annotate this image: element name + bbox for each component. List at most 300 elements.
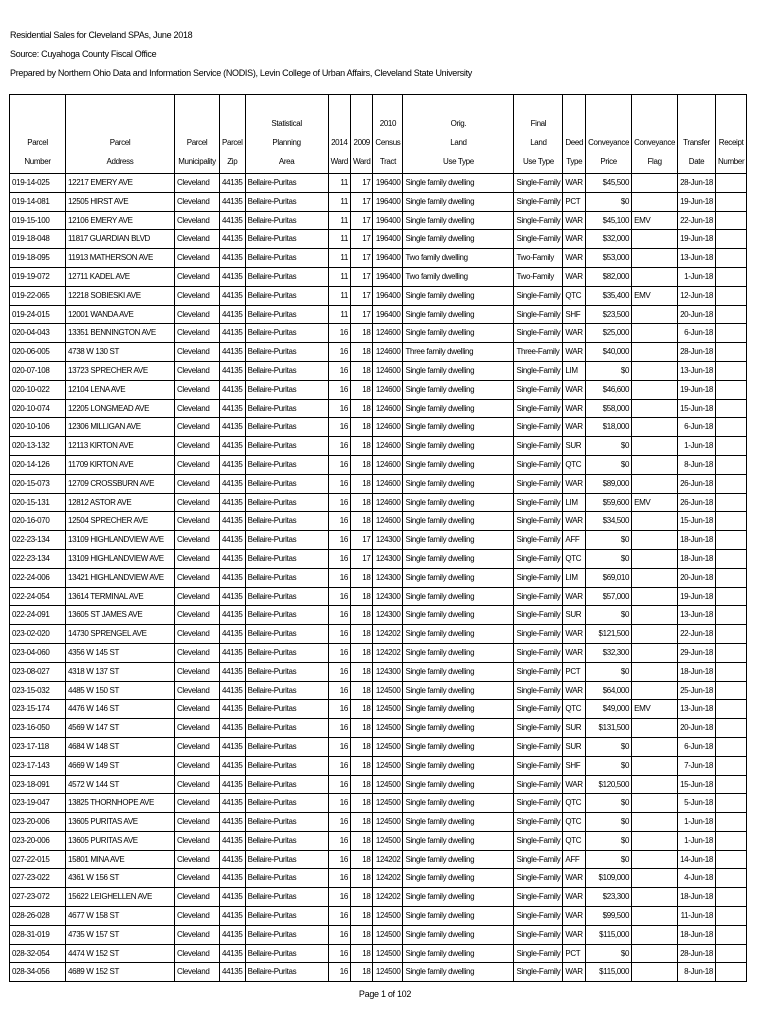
table-cell: 5-Jun-18 [678,794,716,813]
table-cell: 44135 [220,493,246,512]
table-cell: Bellaire-Puritas [245,756,328,775]
table-cell: Cleveland [175,719,220,738]
column-header-line [680,114,713,133]
table-cell: SUR [563,719,586,738]
table-cell: 4569 W 147 ST [66,719,175,738]
table-cell: Cleveland [175,305,220,324]
table-cell: Single family dwelling [403,643,514,662]
table-cell: Single family dwelling [403,549,514,568]
table-cell: Single-Family [514,700,563,719]
table-cell: Three family dwelling [403,343,514,362]
column-header-line: Conveyance [588,138,630,147]
table-cell: WAR [563,888,586,907]
table-cell: Single-Family [514,305,563,324]
table-cell [715,681,746,700]
table-cell: WAR [563,174,586,193]
table-cell: 44135 [220,230,246,249]
table-cell: $82,000 [586,267,632,286]
table-row [10,681,747,700]
table-cell: Single family dwelling [403,211,514,230]
table-cell [632,869,678,888]
table-cell: $0 [586,361,632,380]
table-cell: 11913 MATHERSON AVE [66,249,175,268]
table-cell: 16 [328,625,350,644]
table-cell: 26-Jun-18 [678,474,716,493]
table-cell: 124600 [373,343,403,362]
table-cell: Single-Family [514,531,563,550]
table-cell: 124500 [373,944,403,963]
table-cell: Single-Family [514,211,563,230]
table-row [10,493,747,512]
table-cell: 16 [328,474,350,493]
table-cell: Single-Family [514,230,563,249]
table-cell: Single-Family [514,174,563,193]
column-header [10,95,66,174]
table-cell: 019-18-095 [10,249,66,268]
table-cell: 020-14-126 [10,455,66,474]
table-cell: 16 [328,361,350,380]
table-cell: Bellaire-Puritas [245,324,328,343]
table-cell: 18 [351,455,373,474]
column-header-line: Parcel [109,138,131,147]
table-cell: 28-Jun-18 [678,174,716,193]
table-cell [632,267,678,286]
table-cell: 028-34-056 [10,963,66,982]
table-cell [632,249,678,268]
table-cell: 16 [328,888,350,907]
table-cell: Single-Family [514,380,563,399]
table-cell: 16 [328,850,350,869]
table-cell: 020-07-108 [10,361,66,380]
column-header-line: Orig. [450,119,467,128]
table-cell: 11 [328,249,350,268]
table-cell: 12113 KIRTON AVE [66,437,175,456]
table-cell: 16 [328,380,350,399]
table-row [10,286,747,305]
table-cell: 196400 [373,174,403,193]
table-cell: 44135 [220,324,246,343]
table-cell [715,907,746,926]
table-cell: 028-32-054 [10,944,66,963]
column-header-line: Parcel [27,138,48,147]
table-cell: 023-08-027 [10,662,66,681]
table-cell: 023-20-006 [10,831,66,850]
table-cell: Bellaire-Puritas [245,549,328,568]
table-row [10,606,747,625]
table-cell: 44135 [220,399,246,418]
table-cell: Cleveland [175,174,220,193]
table-cell: 4476 W 146 ST [66,700,175,719]
table-cell: Cleveland [175,380,220,399]
table-cell: 028-31-019 [10,925,66,944]
table-cell [632,662,678,681]
table-cell: $64,000 [586,681,632,700]
table-cell: $69,010 [586,568,632,587]
table-cell: Single-Family [514,512,563,531]
table-cell: EMV [632,286,678,305]
column-header [678,95,716,174]
column-header-line [68,114,172,133]
table-cell [632,549,678,568]
table-cell: Single-Family [514,850,563,869]
column-header-line: Price [600,157,617,166]
table-cell: LIM [563,493,586,512]
table-cell [715,474,746,493]
table-cell: 020-16-070 [10,512,66,531]
table-cell [715,813,746,832]
table-cell: Single-Family [514,925,563,944]
table-cell: QTC [563,831,586,850]
table-cell: Bellaire-Puritas [245,399,328,418]
table-cell: 12106 EMERY AVE [66,211,175,230]
table-cell: 023-17-143 [10,756,66,775]
table-cell: Single family dwelling [403,869,514,888]
table-cell: 124600 [373,474,403,493]
table-cell: 11817 GUARDIAN BLVD [66,230,175,249]
table-cell: 12218 SOBIESKI AVE [66,286,175,305]
table-cell: Bellaire-Puritas [245,643,328,662]
table-cell: WAR [563,211,586,230]
table-cell: Cleveland [175,512,220,531]
table-cell: 124500 [373,925,403,944]
table-cell: 16 [328,700,350,719]
table-cell: Single family dwelling [403,512,514,531]
table-cell: 16 [328,549,350,568]
table-cell: PCT [563,662,586,681]
table-cell: 019-24-015 [10,305,66,324]
table-cell [715,455,746,474]
table-cell: Cleveland [175,493,220,512]
table-cell: 124202 [373,869,403,888]
table-cell: 44135 [220,700,246,719]
table-cell [632,474,678,493]
table-cell: 124500 [373,831,403,850]
table-cell: Single family dwelling [403,606,514,625]
table-cell: 124500 [373,737,403,756]
table-cell: WAR [563,907,586,926]
table-cell: Single-Family [514,493,563,512]
table-cell: WAR [563,474,586,493]
table-cell: Bellaire-Puritas [245,662,328,681]
table-cell: Bellaire-Puritas [245,568,328,587]
table-cell: Cleveland [175,286,220,305]
table-cell: Cleveland [175,267,220,286]
table-cell: Cleveland [175,418,220,437]
table-cell: Bellaire-Puritas [245,305,328,324]
table-cell: 18-Jun-18 [678,662,716,681]
table-cell: 11 [328,305,350,324]
table-cell: WAR [563,399,586,418]
table-cell: QTC [563,286,586,305]
table-row [10,192,747,211]
column-header-line [331,114,348,133]
column-header-line: Tract [379,157,397,166]
table-cell: 16 [328,831,350,850]
table-row [10,267,747,286]
table-cell: 20-Jun-18 [678,568,716,587]
table-cell: Bellaire-Puritas [245,888,328,907]
table-cell: 020-04-043 [10,324,66,343]
table-cell: Cleveland [175,437,220,456]
table-cell: Bellaire-Puritas [245,286,328,305]
table-cell: 12001 WANDA AVE [66,305,175,324]
table-cell: $115,000 [586,963,632,982]
table-row [10,437,747,456]
table-cell: 124500 [373,681,403,700]
table-cell: 022-24-054 [10,587,66,606]
table-cell: 124300 [373,587,403,606]
table-cell: Cleveland [175,662,220,681]
table-cell [715,343,746,362]
table-cell [632,455,678,474]
table-cell [632,305,678,324]
table-cell [632,831,678,850]
table-cell [715,174,746,193]
table-cell: WAR [563,925,586,944]
table-cell: Single family dwelling [403,455,514,474]
table-cell: Single-Family [514,587,563,606]
table-cell [715,737,746,756]
table-cell: Cleveland [175,211,220,230]
table-cell: Single family dwelling [403,850,514,869]
table-cell: $40,000 [586,343,632,362]
table-cell: 44135 [220,512,246,531]
table-cell: 16 [328,775,350,794]
table-cell: QTC [563,549,586,568]
table-cell: WAR [563,267,586,286]
sales-table [9,94,747,982]
table-cell: 124600 [373,437,403,456]
column-header-line [634,114,675,133]
table-cell: Single family dwelling [403,944,514,963]
table-cell: Bellaire-Puritas [245,267,328,286]
table-cell [632,174,678,193]
table-cell: Single-Family [514,831,563,850]
table-cell: 18 [351,963,373,982]
table-cell: Single-Family [514,813,563,832]
report-preparer: Prepared by Northern Ohio Data and Information Service (NODIS), Levin College of Urban Affairs, Cleveland State University [10,68,472,78]
table-cell: 18 [351,587,373,606]
table-cell: Single-Family [514,888,563,907]
table-cell [632,587,678,606]
table-cell [715,361,746,380]
table-cell: WAR [563,869,586,888]
table-cell: 4735 W 157 ST [66,925,175,944]
table-cell: QTC [563,455,586,474]
table-cell: 19-Jun-18 [678,380,716,399]
table-cell: 20-Jun-18 [678,305,716,324]
table-cell: Bellaire-Puritas [245,925,328,944]
table-cell: 022-23-134 [10,549,66,568]
table-cell: 019-19-072 [10,267,66,286]
table-cell: Single family dwelling [403,568,514,587]
table-cell: 16 [328,493,350,512]
table-row [10,568,747,587]
table-cell [715,775,746,794]
table-cell [632,625,678,644]
table-cell: 44135 [220,531,246,550]
column-header-line: Conveyance [634,138,676,147]
table-cell: Single-Family [514,549,563,568]
table-cell: Single-Family [514,568,563,587]
column-header-line: Receipt [718,138,744,147]
table-cell: 16 [328,813,350,832]
table-cell: 124600 [373,512,403,531]
table-cell: Two family dwelling [403,267,514,286]
table-cell: 196400 [373,230,403,249]
table-cell: 13-Jun-18 [678,361,716,380]
table-cell: 14-Jun-18 [678,850,716,869]
table-cell: 44135 [220,286,246,305]
table-cell: 019-22-065 [10,286,66,305]
table-cell: 44135 [220,775,246,794]
table-cell: Cleveland [175,813,220,832]
table-cell [632,925,678,944]
table-cell [715,888,746,907]
table-cell: Three-Family [514,343,563,362]
table-cell: EMV [632,700,678,719]
column-header-line: Flag [647,157,662,166]
table-cell: $0 [586,831,632,850]
table-cell: 1-Jun-18 [678,813,716,832]
table-cell: WAR [563,587,586,606]
table-cell: Cleveland [175,794,220,813]
table-cell: 28-Jun-18 [678,343,716,362]
table-cell: Single-Family [514,737,563,756]
table-cell: PCT [563,944,586,963]
table-cell: 19-Jun-18 [678,192,716,211]
table-cell: 18 [351,361,373,380]
table-cell: $57,000 [586,587,632,606]
table-cell: $0 [586,813,632,832]
table-cell: 18 [351,813,373,832]
table-cell: 4485 W 150 ST [66,681,175,700]
table-cell [632,418,678,437]
table-cell: 12711 KADEL AVE [66,267,175,286]
table-cell: 16 [328,531,350,550]
table-row [10,512,747,531]
table-cell: Single-Family [514,474,563,493]
report-title: Residential Sales for Cleveland SPAs, June 2018 [10,30,193,40]
column-header-line: Land [530,138,547,147]
table-cell: AFF [563,531,586,550]
table-cell: 19-Jun-18 [678,587,716,606]
table-cell: Single family dwelling [403,907,514,926]
table-cell: 124600 [373,324,403,343]
table-cell: 44135 [220,662,246,681]
table-cell: 12217 EMERY AVE [66,174,175,193]
table-cell: Bellaire-Puritas [245,775,328,794]
column-header-line: Parcel [222,138,243,147]
table-row [10,869,747,888]
column-header-line: Final [530,119,547,128]
table-cell: 44135 [220,888,246,907]
table-cell: $23,300 [586,888,632,907]
table-cell: Cleveland [175,531,220,550]
table-cell: 019-15-100 [10,211,66,230]
table-cell: 124500 [373,813,403,832]
table-cell [632,944,678,963]
table-cell: Single-Family [514,361,563,380]
table-cell: 124202 [373,888,403,907]
table-cell: QTC [563,794,586,813]
table-cell: Single family dwelling [403,399,514,418]
table-cell: 44135 [220,418,246,437]
table-cell: 18 [351,700,373,719]
table-cell: 18 [351,925,373,944]
table-cell: Two-Family [514,267,563,286]
table-cell: Single-Family [514,606,563,625]
table-cell: SUR [563,606,586,625]
table-cell: 22-Jun-18 [678,625,716,644]
table-cell: Bellaire-Puritas [245,249,328,268]
table-cell: 18 [351,737,373,756]
table-cell: 18-Jun-18 [678,925,716,944]
table-cell: $0 [586,944,632,963]
table-cell: 44135 [220,625,246,644]
table-cell: 16 [328,418,350,437]
table-cell: 16 [328,437,350,456]
table-cell [715,869,746,888]
table-cell: 019-14-081 [10,192,66,211]
column-header-line: Use Type [443,157,474,166]
table-cell: 4572 W 144 ST [66,775,175,794]
table-cell: 18 [351,944,373,963]
table-cell: 16 [328,925,350,944]
table-row [10,418,747,437]
table-cell: Bellaire-Puritas [245,493,328,512]
column-header-line: Transfer [683,138,710,147]
table-cell: 16 [328,568,350,587]
table-cell: 17 [351,305,373,324]
table-cell: 16 [328,343,350,362]
table-cell: 16 [328,455,350,474]
table-cell: Cleveland [175,399,220,418]
table-cell: 020-15-073 [10,474,66,493]
table-cell: Bellaire-Puritas [245,737,328,756]
table-cell: 18 [351,380,373,399]
table-cell: Single family dwelling [403,286,514,305]
column-header-line: Ward [353,157,371,166]
table-cell: 4689 W 152 ST [66,963,175,982]
table-cell: 12306 MILLIGAN AVE [66,418,175,437]
table-cell: Single family dwelling [403,230,514,249]
table-cell: $121,500 [586,625,632,644]
table-cell: 023-20-006 [10,813,66,832]
table-row [10,305,747,324]
table-cell: $0 [586,531,632,550]
table-cell [715,418,746,437]
column-header [586,95,632,174]
table-cell: Single family dwelling [403,305,514,324]
table-cell: WAR [563,343,586,362]
table-cell [715,286,746,305]
table-cell: 44135 [220,267,246,286]
table-cell: 18 [351,831,373,850]
table-cell: 17 [351,174,373,193]
table-header-row [10,95,747,174]
table-cell: 4669 W 149 ST [66,756,175,775]
table-cell: 6-Jun-18 [678,324,716,343]
table-cell [632,568,678,587]
table-cell: 124300 [373,549,403,568]
table-row [10,474,747,493]
column-header-line [718,114,744,133]
table-cell: 15-Jun-18 [678,512,716,531]
table-cell: Cleveland [175,568,220,587]
table-cell: 44135 [220,174,246,193]
table-cell: Single family dwelling [403,418,514,437]
